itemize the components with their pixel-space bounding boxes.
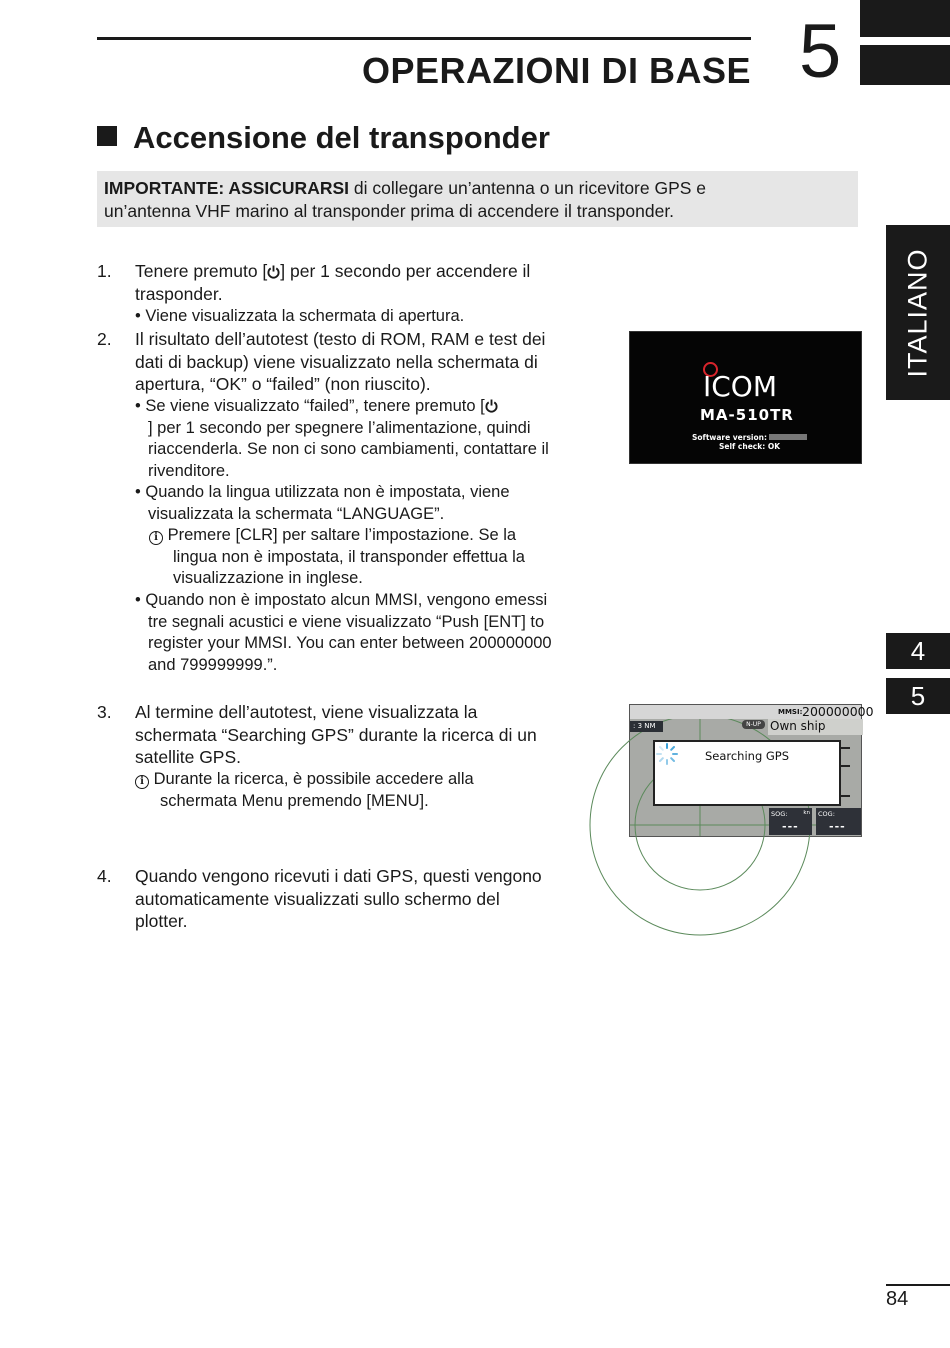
step-text-line: automaticamente visualizzati sullo schermo del <box>135 888 500 909</box>
step-text-line: schermata “Searching GPS” durante la ricerca di un <box>135 724 537 745</box>
square-bullet-icon <box>97 126 117 146</box>
searching-gps-image <box>629 704 874 837</box>
step-text <box>135 260 605 305</box>
important-text: un’antenna VHF marino al transponder prima di accendere il transponder. <box>104 201 675 221</box>
chapter-tab: 4 <box>886 633 950 669</box>
model-name: MA-510TR <box>700 406 794 424</box>
note-text: schermata Menu premendo [MENU]. <box>160 791 429 810</box>
section-heading <box>97 120 550 156</box>
step-text-line: Al termine dell’autotest, viene visualizzata la <box>135 702 478 722</box>
footer-rule <box>886 1284 950 1286</box>
bullet-dot: • <box>135 591 141 609</box>
mmsi-label: MMSI: <box>778 708 803 716</box>
note-item <box>149 525 599 590</box>
info-icon: i <box>149 531 163 545</box>
dash-mark <box>840 765 850 767</box>
page-number: 84 <box>886 1288 909 1310</box>
dash-mark <box>840 795 850 797</box>
bullet-text: Viene visualizzata la schermata di apertura. <box>145 307 465 325</box>
step-text-line: Il risultato dell’autotest (testo di ROM, RAM e test dei <box>135 329 546 349</box>
language-tab-label: ITALIANO <box>902 247 933 378</box>
sog-label: SOG: <box>771 810 788 818</box>
searching-gps-text: Searching GPS <box>704 749 790 763</box>
splash-screen-image <box>629 331 862 464</box>
self-check-line: Self check: OK <box>719 442 781 451</box>
cog-value: --- <box>829 820 846 833</box>
step-text-line: Quando vengono ricevuti i dati GPS, questi vengono <box>135 866 542 886</box>
header-rule <box>97 37 751 40</box>
step-text-line: Tenere premuto [ <box>135 261 268 281</box>
dash-mark <box>840 747 850 749</box>
own-ship-label: Own ship <box>768 719 863 735</box>
sog-box <box>769 808 812 835</box>
bullet-dot: • <box>135 397 141 415</box>
bullet-text: visualizzata la schermata “LANGUAGE”. <box>148 504 445 523</box>
step-text <box>135 701 605 769</box>
bullet-item <box>135 482 605 525</box>
note-text: Durante la ricerca, è possibile accedere alla <box>153 770 474 788</box>
info-icon: i <box>135 775 149 789</box>
chapter-title: OPERAZIONI DI BASE <box>361 50 751 91</box>
bullet-dot: • <box>135 483 141 501</box>
software-version-label: Software version: <box>692 433 767 442</box>
step-text-line: ] per 1 secondo per accendere il <box>280 261 531 281</box>
step-number: 3. <box>97 702 112 722</box>
step-text-line: satellite GPS. <box>135 747 242 767</box>
bullet-text: tre segnali acustici e viene visualizzato “Push [ENT] to <box>148 612 545 631</box>
range-indicator: : 3 NM <box>630 721 663 732</box>
chapter-tab: 5 <box>886 678 950 714</box>
step-text <box>135 865 605 933</box>
orientation-badge: N-UP <box>742 720 765 729</box>
note-text: visualizzazione in inglese. <box>173 569 363 587</box>
bullet-text: Se viene visualizzato “failed”, tenere premuto [ <box>145 397 485 415</box>
cog-box <box>816 808 861 835</box>
step-text-line: plotter. <box>135 911 188 931</box>
bullet-dot: • <box>135 307 141 325</box>
step-text <box>135 328 605 396</box>
bullet-text: rivenditore. <box>148 461 230 480</box>
power-icon <box>485 399 498 413</box>
step-text-line: apertura, “OK” o “failed” (non riuscito). <box>135 374 431 394</box>
bullet-text: Quando la lingua utilizzata non è impostata, viene <box>145 483 510 501</box>
important-box <box>97 171 858 227</box>
note-item <box>135 769 605 812</box>
section-title: Accensione del transponder <box>133 120 550 155</box>
cog-label: COG: <box>818 810 835 818</box>
step-number: 1. <box>97 261 112 281</box>
header-tab-bar <box>860 45 950 85</box>
bullet-text: and 799999999.”. <box>148 655 278 674</box>
step-number: 4. <box>97 866 112 886</box>
language-tab <box>886 225 950 400</box>
bullet-text: register your MMSI. You can enter between 200000000 <box>148 634 552 652</box>
icom-logo: ICOM <box>703 370 778 403</box>
mmsi-value: 200000000 <box>802 704 874 719</box>
note-text: lingua non è impostata, il transponder effettua la <box>173 547 525 566</box>
chapter-number: 5 <box>799 9 842 94</box>
bullet-text: ] per 1 secondo per spegnere l’alimentazione, quindi <box>148 418 531 437</box>
important-label: IMPORTANTE: ASSICURARSI <box>104 178 349 198</box>
bullet-item <box>135 306 464 328</box>
loading-spinner-icon <box>655 742 679 766</box>
header-tab-bar <box>860 0 950 37</box>
important-text: di collegare un’antenna o un ricevitore GPS e <box>349 178 707 198</box>
sog-value: --- <box>782 820 799 833</box>
bullet-item <box>135 590 605 676</box>
note-text: Premere [CLR] per saltare l’impostazione. Se la <box>167 526 517 544</box>
step-text-line: dati di backup) viene visualizzato nella schermata di <box>135 351 538 372</box>
step-text-line: trasponder. <box>135 283 223 304</box>
bullet-text: Quando non è impostato alcun MMSI, vengono emessi <box>145 591 548 609</box>
bullet-text: riaccenderla. Se non ci sono cambiamenti, contattare il <box>148 440 549 458</box>
bullet-item <box>135 396 605 482</box>
searching-gps-dialog <box>653 740 841 806</box>
step-number: 2. <box>97 329 112 349</box>
blurred-version <box>769 434 807 440</box>
sog-unit: kn <box>803 810 810 816</box>
power-icon <box>267 265 280 279</box>
software-version-line <box>692 433 807 442</box>
